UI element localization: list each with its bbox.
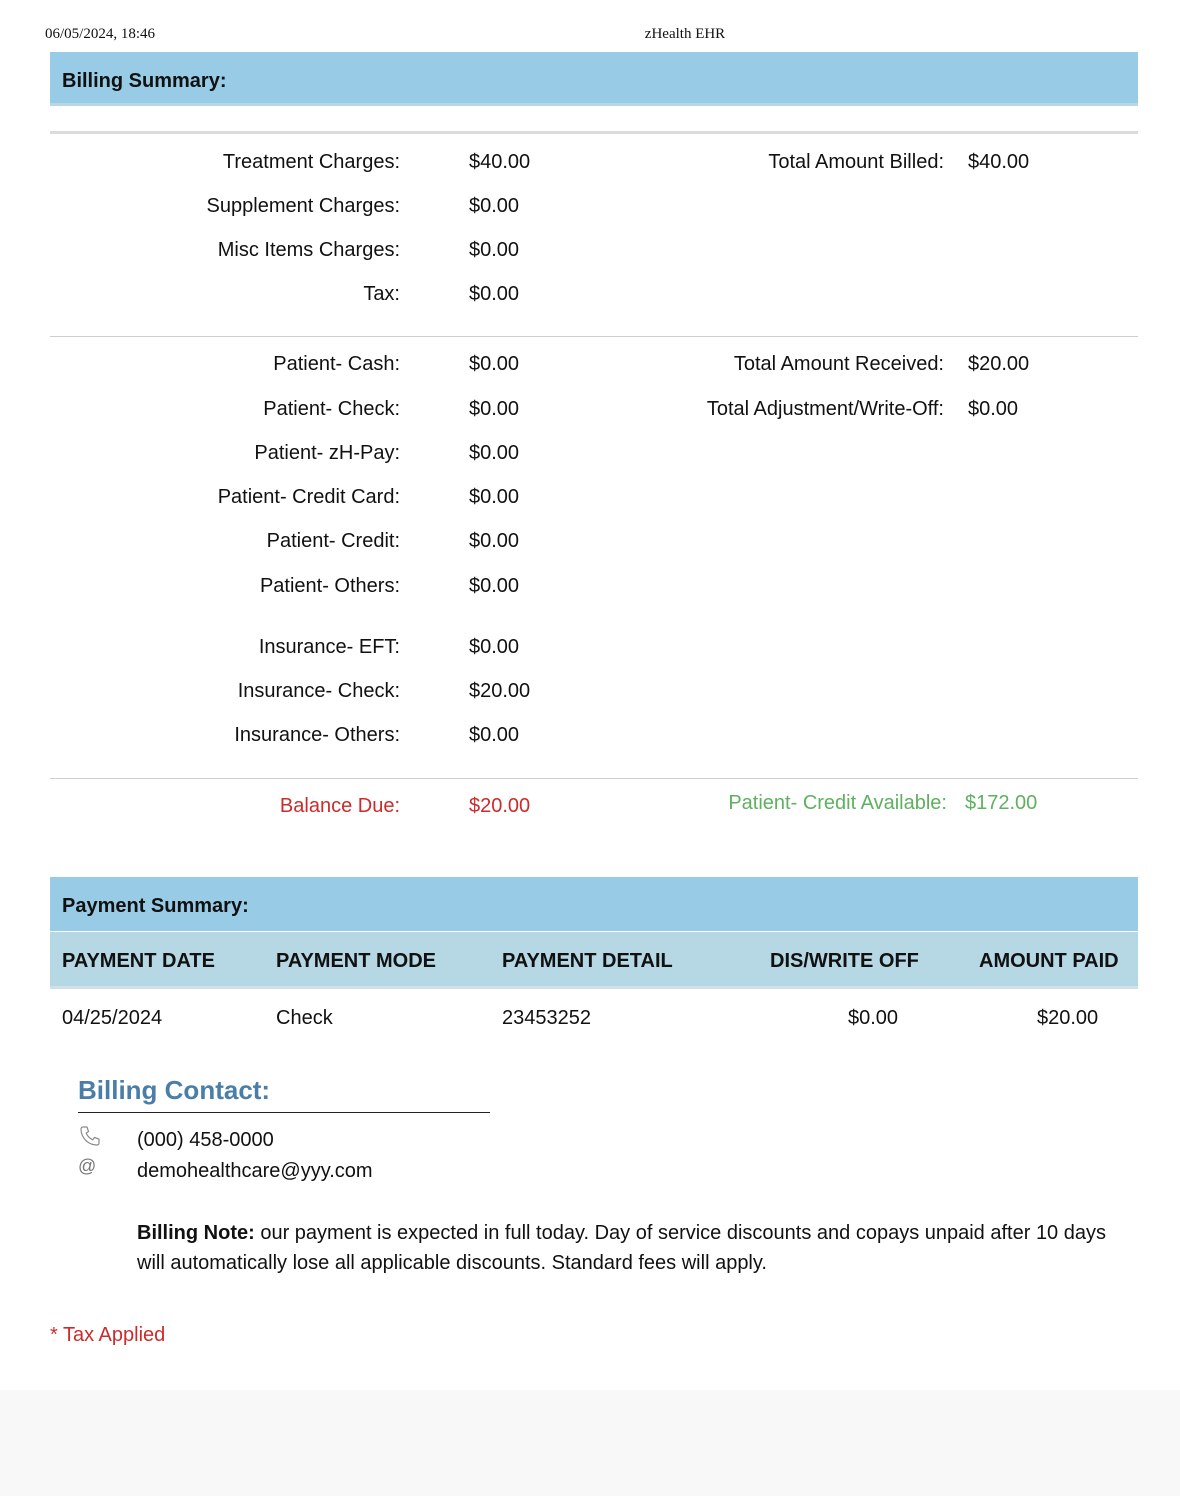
total-received-label: Total Amount Received:	[733, 353, 944, 375]
credit-available-label: Patient- Credit Available:	[728, 792, 947, 814]
billing-note-label: Billing Note:	[137, 1222, 255, 1244]
balance-due-value: $20.00	[469, 795, 531, 817]
billing-phone[interactable]: (000) 458-0000	[137, 1129, 274, 1151]
patient-credit-card-label: Patient- Credit Card:	[217, 486, 400, 508]
treatment-charges-value: $40.00	[469, 151, 531, 173]
patient-cash-value: $0.00	[469, 353, 520, 375]
col-payment-detail: PAYMENT DETAIL	[502, 950, 673, 972]
col-amount-paid: AMOUNT PAID	[979, 950, 1119, 972]
patient-zhpay-label: Patient- zH-Pay:	[254, 442, 400, 464]
col-write-off: DIS/WRITE OFF	[770, 950, 919, 972]
billing-contact-title: Billing Contact:	[78, 1075, 271, 1105]
divider	[50, 336, 1138, 337]
patient-others-label: Patient- Others:	[259, 575, 400, 597]
row-payment-date: 04/25/2024	[62, 1007, 163, 1029]
app-title: zHealth EHR	[644, 26, 726, 42]
insurance-check-value: $20.00	[469, 680, 531, 702]
divider	[50, 778, 1138, 779]
tax-applied-footnote: * Tax Applied	[50, 1324, 166, 1346]
insurance-others-value: $0.00	[469, 724, 520, 746]
insurance-eft-value: $0.00	[469, 636, 520, 658]
payment-summary-title: Payment Summary:	[62, 895, 249, 917]
phone-icon	[78, 1124, 102, 1148]
at-icon: @	[78, 1156, 97, 1176]
total-adjustment-label: Total Adjustment/Write-Off:	[706, 398, 944, 420]
billing-note	[137, 1218, 1127, 1278]
payment-table-header	[50, 932, 1138, 989]
tax-label: Tax:	[363, 283, 400, 305]
col-payment-mode: PAYMENT MODE	[276, 950, 437, 972]
patient-check-value: $0.00	[469, 398, 520, 420]
supplement-charges-value: $0.00	[469, 195, 520, 217]
total-billed-value: $40.00	[968, 151, 1030, 173]
balance-due-label: Balance Due:	[279, 795, 400, 817]
billing-summary-title: Billing Summary:	[62, 70, 227, 92]
misc-charges-value: $0.00	[469, 239, 520, 261]
payment-summary-header	[50, 877, 1138, 931]
insurance-others-label: Insurance- Others:	[234, 724, 400, 746]
patient-cash-label: Patient- Cash:	[273, 353, 400, 375]
supplement-charges-label: Supplement Charges:	[206, 195, 400, 217]
row-payment-mode: Check	[276, 1007, 333, 1029]
page-bottom-band	[0, 1390, 1180, 1496]
patient-credit-label: Patient- Credit:	[266, 530, 400, 552]
insurance-eft-label: Insurance- EFT:	[258, 636, 400, 658]
row-write-off: $0.00	[848, 1007, 899, 1029]
patient-others-value: $0.00	[469, 575, 520, 597]
total-billed-label: Total Amount Billed:	[768, 151, 944, 173]
row-amount-paid: $20.00	[1037, 1007, 1099, 1029]
insurance-check-label: Insurance- Check:	[237, 680, 400, 702]
billing-contact-underline	[78, 1112, 490, 1113]
misc-charges-label: Misc Items Charges:	[217, 239, 400, 261]
billing-summary-header	[50, 52, 1138, 106]
total-received-value: $20.00	[968, 353, 1030, 375]
divider	[50, 131, 1138, 134]
col-payment-date: PAYMENT DATE	[62, 950, 215, 972]
row-payment-detail: 23453252	[502, 1007, 591, 1029]
total-adjustment-value: $0.00	[968, 398, 1019, 420]
credit-available-value: $172.00	[965, 792, 1038, 814]
patient-credit-value: $0.00	[469, 530, 520, 552]
print-datetime: 06/05/2024, 18:46	[45, 26, 156, 42]
billing-email[interactable]: demohealthcare@yyy.com	[137, 1160, 373, 1182]
patient-check-label: Patient- Check:	[263, 398, 400, 420]
treatment-charges-label: Treatment Charges:	[222, 151, 400, 173]
patient-zhpay-value: $0.00	[469, 442, 520, 464]
tax-value: $0.00	[469, 283, 520, 305]
patient-credit-card-value: $0.00	[469, 486, 520, 508]
billing-note-text: our payment is expected in full today. Day of service discounts and copays unpaid after 10 days will automatically lose all applicable discounts. Standard fees will apply.	[137, 1222, 1106, 1274]
